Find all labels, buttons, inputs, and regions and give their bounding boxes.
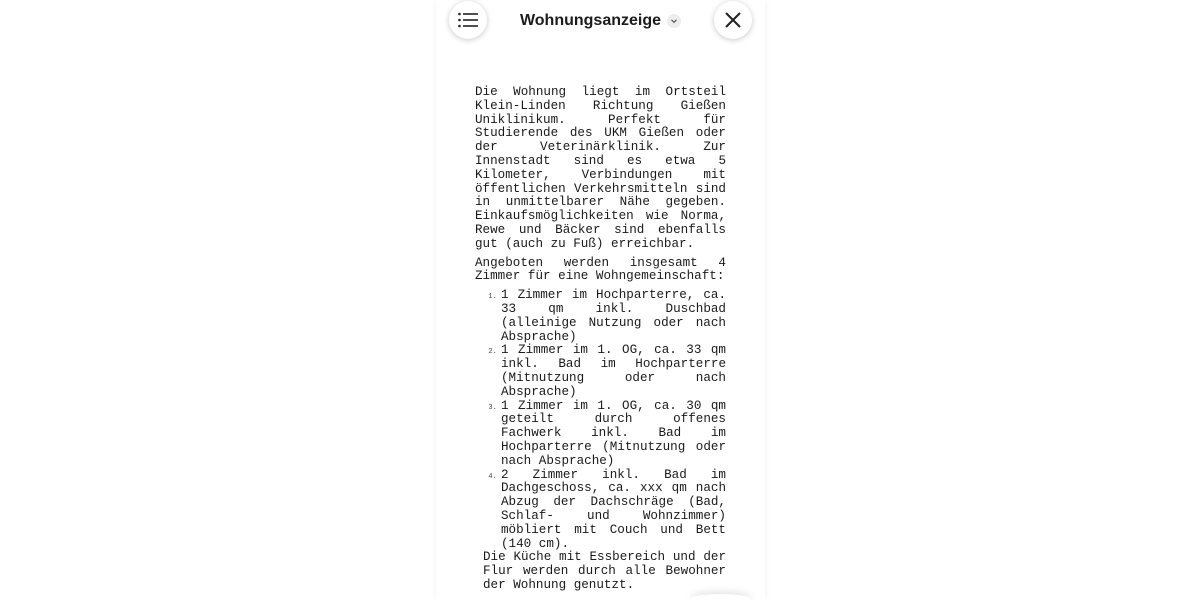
app-screen	[436, 0, 765, 600]
rooms-intro: Angeboten werden insgesamt 4 Zimmer für eine Wohngemeinschaft:	[475, 255, 726, 284]
outro-paragraph: Die Küche mit Essbereich und der Flur werden durch alle Bewohner der Wohnung genutzt.	[483, 550, 726, 592]
list-item: 4. 2 Zimmer inkl. Bad im Dachgeschoss, ca. xxx qm nach Abzug der Dachschräge (Bad, Schlaf- und Wohnzimmer) möbliert mit Couch und Bett (140 cm).	[501, 469, 726, 552]
listing-description	[475, 86, 726, 593]
rooms-list	[475, 289, 726, 551]
list-item: 1. 1 Zimmer im Hochparterre, ca. 33 qm inkl. Duschbad (alleinige Nutzung oder nach Absprache)	[501, 289, 726, 344]
chevron-down-icon	[667, 14, 681, 28]
intro-paragraph: Die Wohnung liegt im Ortsteil Klein-Linden Richtung Gießen Uniklinikum. Perfekt für Studierende des UKM Gießen oder der Veterinärklinik. Zur Innenstadt sind es etwa 5 Kilometer, Verbindungen mit öffentlichen Verkehrsmitteln sind in unmittelbarer Nähe gegeben. Einkaufsmöglichkeiten wie Norma, Rewe und Bäcker sind ebenfalls gut (auch zu Fuß) erreichbar.	[475, 85, 726, 251]
close-button[interactable]	[714, 1, 752, 39]
close-icon	[725, 12, 741, 28]
floating-button-edge	[691, 594, 751, 600]
list-item: 3. 1 Zimmer im 1. OG, ca. 30 qm geteilt durch offenes Fachwerk inkl. Bad im Hochparterre (Mitnutzung oder nach Absprache)	[501, 400, 726, 469]
list-item: 2. 1 Zimmer im 1. OG, ca. 33 qm inkl. Bad im Hochparterre (Mitnutzung oder nach Absprache)	[501, 344, 726, 399]
header-bar	[436, 0, 765, 62]
page-title: Wohnungsanzeige	[519, 12, 662, 29]
